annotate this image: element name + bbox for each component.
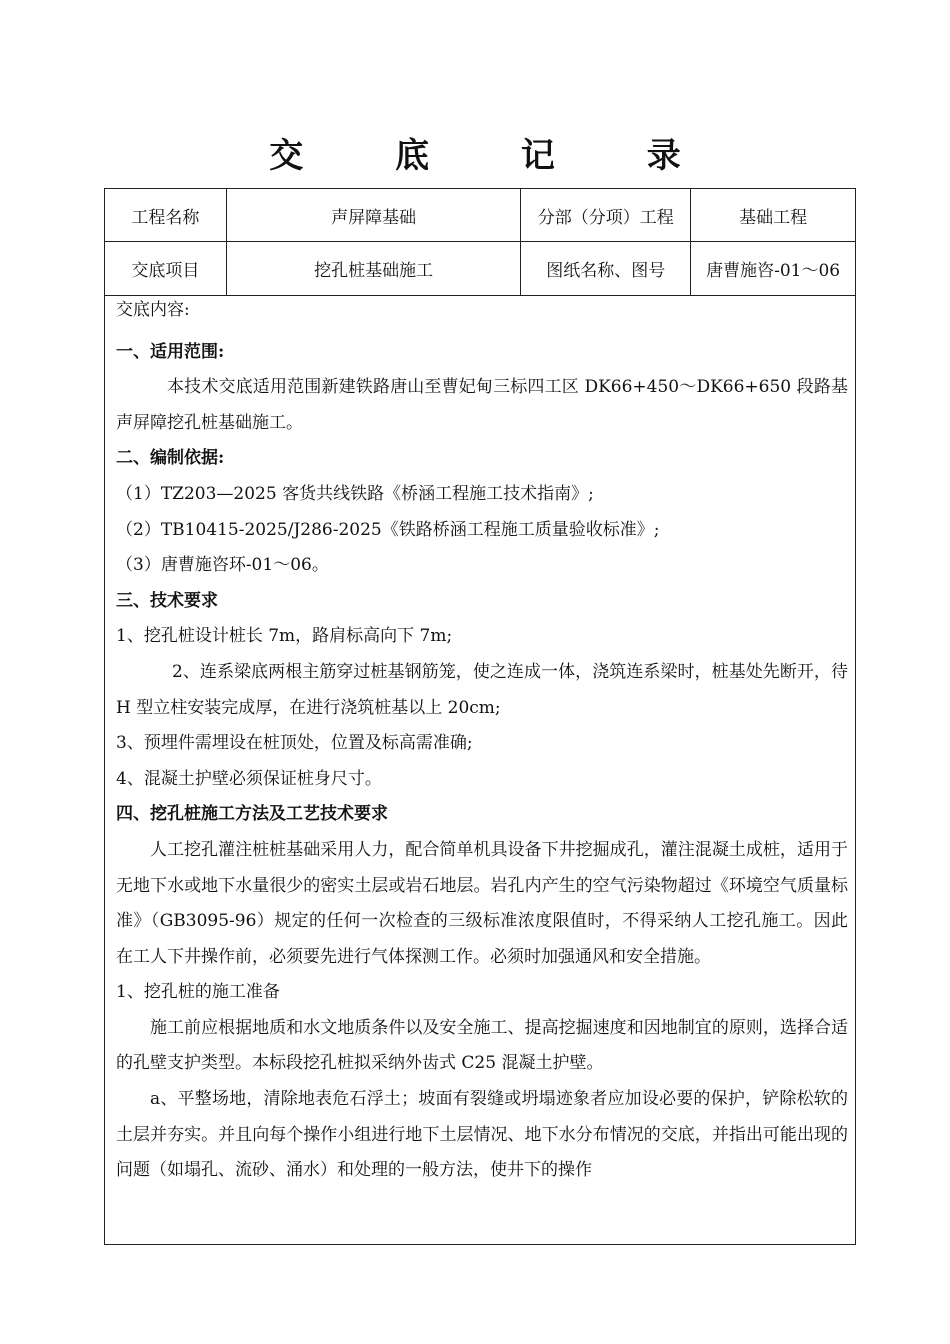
section-3-title: 三、技术要求 [116, 590, 218, 611]
document-title: 交 底 记 录 [269, 136, 721, 176]
sub-project-value: 基础工程 [691, 189, 856, 242]
requirement-item: 1、挖孔桩设计桩长 7m，路肩标高向下 7m; [116, 626, 453, 647]
content-intro-label: 交底内容: [116, 300, 190, 320]
section-2-title: 二、编制依据: [116, 448, 225, 469]
section-4-title: 四、挖孔桩施工方法及工艺技术要求 [116, 804, 388, 825]
item-value: 挖孔桩基础施工 [226, 242, 521, 296]
requirement-item: 2、连系梁底两根主筋穿过桩基钢筋笼，使之连成一体，浇筑连系梁时，桩基处先断开，待 H 型立柱安装完成厚，在进行浇筑桩基以上 20cm; [116, 661, 848, 718]
drawing-value: 唐曹施咨-01～06 [691, 242, 856, 296]
requirement-item: 3、预埋件需埋设在桩顶处，位置及标高需准确; [116, 733, 473, 754]
content-body [116, 293, 848, 1189]
drawing-label: 图纸名称、图号 [521, 242, 691, 296]
section-4-paragraph: a、平整场地，清除地表危石浮土；坡面有裂缝或坍塌迹象者应加设必要的保护，铲除松软的土层并夯实。并且向每个操作小组进行地下土层情况、地下水分布情况的交底，并指出可能出现的问题（如塌孔、流砂、涌水）和处理的一般方法，使井下的操作 [116, 1089, 848, 1181]
basis-item: （2）TB10415-2025/J286-2025《铁路桥涵工程施工质量验收标准》; [116, 519, 660, 540]
requirement-item: 4、混凝土护壁必须保证桩身尺寸。 [116, 768, 382, 789]
section-1-title: 一、适用范围: [116, 341, 225, 362]
section-4-paragraph: 施工前应根据地质和水文地质条件以及安全施工、提高挖掘速度和因地制宜的原则，选择合适的孔壁支护类型。本标段挖孔桩拟采纳外齿式 C25 混凝土护壁。 [116, 1017, 848, 1074]
section-4-paragraph: 人工挖孔灌注桩桩基础采用人力，配合简单机具设备下井挖掘成孔，灌注混凝土成桩，适用于无地下水或地下水量很少的密实土层或岩石地层。岩孔内产生的空气污染物超过《环境空气质量标准》（GB3095-96）规定的任何一次检查的三级标准浓度限值时，不得采纳人工挖孔施工。因此在工人下井操作前，必须要先进行气体探测工作。必须时加强通风和安全措施。 [116, 839, 848, 967]
header-row-2 [105, 242, 856, 296]
sub-project-label: 分部（分项）工程 [521, 189, 691, 242]
header-table [104, 188, 856, 296]
section-1-text: 本技术交底适用范围新建铁路唐山至曹妃甸三标四工区 DK66+450～DK66+650 段路基声屏障挖孔桩基础施工。 [116, 377, 848, 433]
project-name-label: 工程名称 [105, 189, 227, 242]
basis-item: （3）唐曹施咨环-01～06。 [116, 555, 329, 576]
item-label: 交底项目 [105, 242, 227, 296]
project-name-value: 声屏障基础 [226, 189, 521, 242]
section-4-subheading: 1、挖孔桩的施工准备 [116, 982, 280, 1003]
header-row-1 [105, 189, 856, 242]
basis-item: （1）TZ203—2025 客货共线铁路《桥涵工程施工技术指南》; [116, 483, 594, 504]
